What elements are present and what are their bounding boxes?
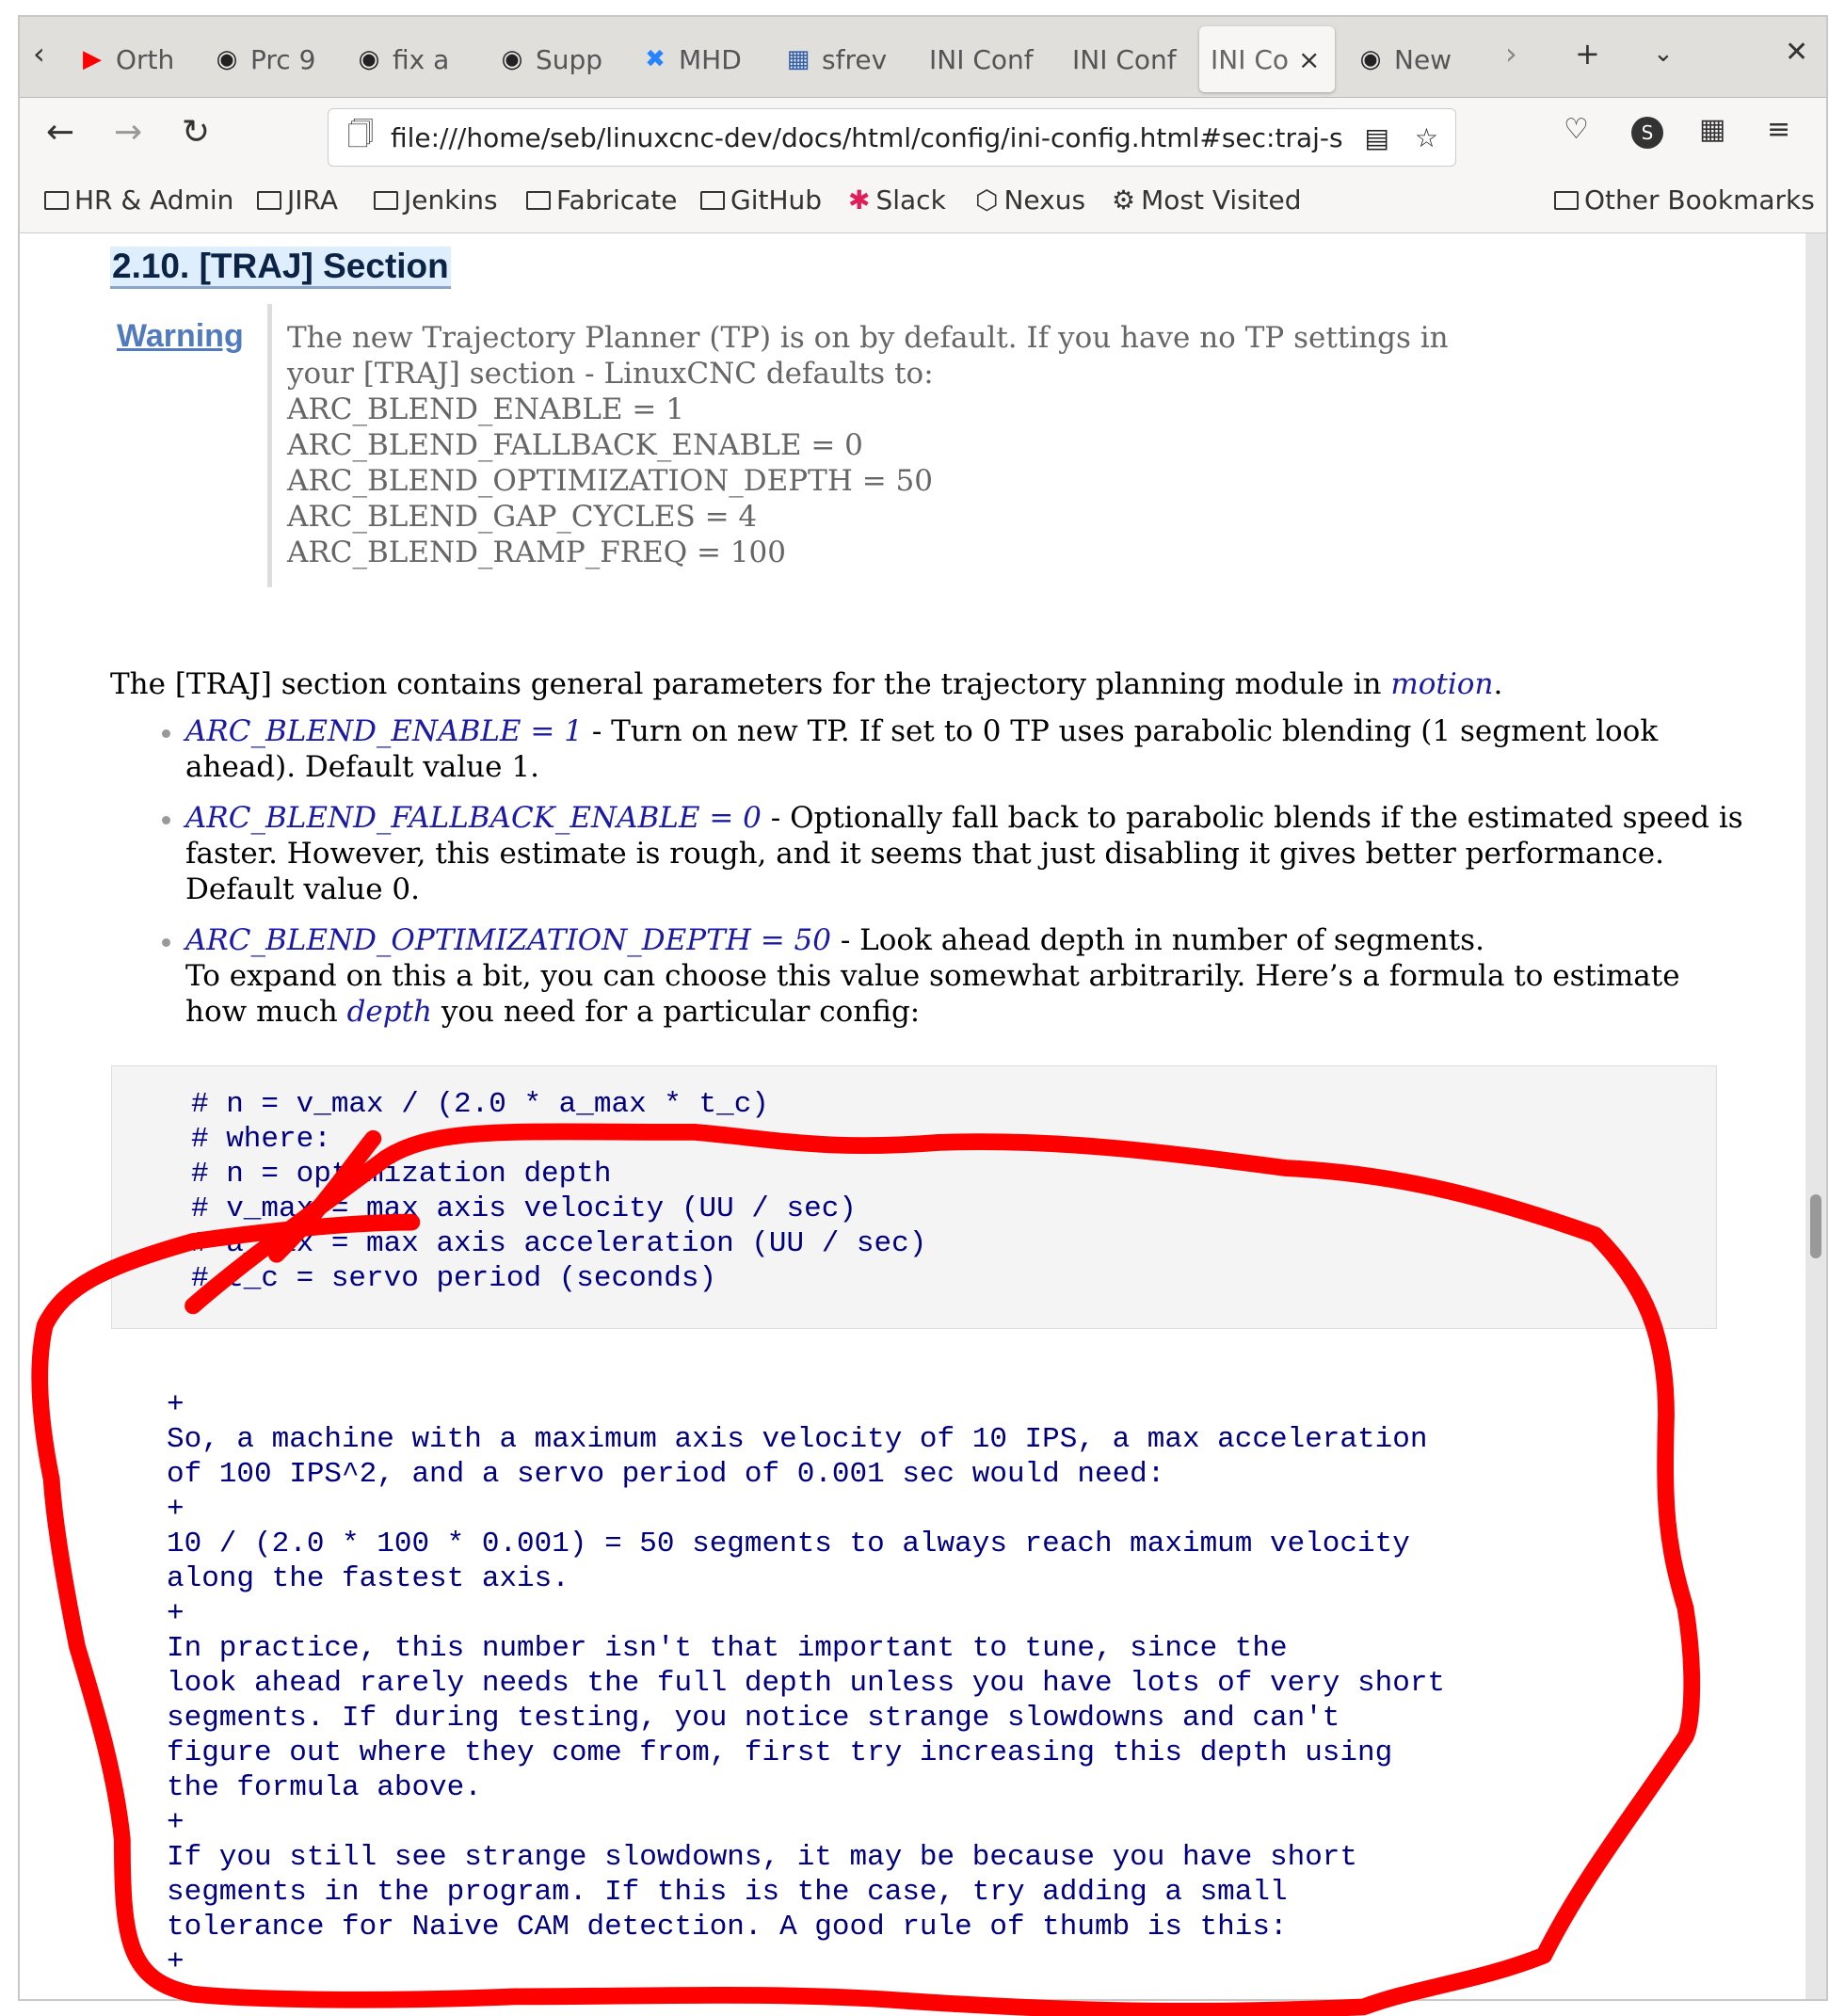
page-content — [20, 233, 1807, 1999]
bookmark-label: HR & Admin — [74, 184, 234, 216]
tab-active[interactable] — [1199, 26, 1335, 92]
code-block: # n = v_max / (2.0 * a_max * t_c) # where: # n = optimization depth # v_max = max axis velocity (UU / sec) # a_max = max axis acceleration (UU / sec) # t_c = servo period (seconds) — [111, 1065, 1717, 1329]
warning-line: ARC_BLEND_FALLBACK_ENABLE = 0 — [287, 428, 863, 462]
preformatted-text: + So, a machine with a maximum axis velocity of 10 IPS, a max acceleration of 100 IPS^2, and a servo period of 0.001 sec would need: + 10 / (2.0 * 100 * 0.001) = 50 segments to always reach maximum velocity along the fastest axis. + In practice, this number isn't that important to tune, since the look ahead rarely needs the full depth unless you have lots of very short segments. If during testing, you notice strange slowdowns and can't figure out where they come from, first try increasing this depth using the formula above. + If you still see strange slowdowns, it may be because you have short segments in the program. If this is the case, try adding a small tolerance for Naive CAM detection. A good rule of thumb is this: + — [167, 1388, 1446, 1978]
scrollbar-thumb[interactable] — [1810, 1194, 1821, 1258]
param-term: ARC_BLEND_OPTIMIZATION_DEPTH = 50 — [185, 923, 831, 957]
warning-divider — [267, 304, 272, 587]
tab[interactable] — [78, 26, 184, 92]
url-bar[interactable] — [328, 108, 1456, 167]
tab-label: Orth — [116, 43, 175, 75]
forward-icon[interactable]: → — [114, 113, 143, 152]
folder-icon — [44, 191, 69, 210]
tab-label: INI Conf — [1072, 43, 1177, 75]
tab-scroll-right-icon[interactable]: › — [1505, 36, 1517, 72]
github-icon: ◉ — [216, 45, 238, 73]
tab-label: Prc 9 — [250, 43, 316, 75]
pocket-icon[interactable]: ♡ — [1564, 113, 1589, 146]
github-icon: ◉ — [1359, 45, 1382, 73]
tab-bar — [20, 17, 1826, 98]
folder-icon — [526, 191, 551, 210]
bookmarks-bar — [20, 169, 1826, 233]
gear-icon: ⚙ — [1112, 184, 1136, 216]
menu-icon[interactable]: ≡ — [1767, 113, 1791, 146]
bookmark-label: GitHub — [730, 184, 823, 216]
warning-line: ARC_BLEND_ENABLE = 1 — [287, 392, 684, 426]
tab[interactable] — [784, 26, 902, 92]
param-term: ARC_BLEND_ENABLE = 1 — [185, 714, 583, 748]
intro-paragraph — [110, 666, 1795, 702]
param-desc: you need for a particular config: — [432, 995, 921, 1029]
tab-label: INI Co — [1211, 43, 1290, 75]
youtube-icon: ▶ — [83, 45, 102, 73]
bookmark-star-icon[interactable]: ☆ — [1414, 121, 1438, 153]
folder-icon — [700, 191, 725, 210]
bookmark-slack[interactable] — [848, 184, 946, 216]
grid-icon: ▦ — [786, 45, 810, 73]
tab[interactable] — [1072, 26, 1190, 92]
tab-scroll-left-icon[interactable]: ‹ — [33, 36, 45, 72]
tab-label: New — [1394, 43, 1452, 75]
bookmark-label: Fabricate — [556, 184, 678, 216]
warning-line: ARC_BLEND_OPTIMIZATION_DEPTH = 50 — [287, 464, 933, 498]
bookmark-most-visited[interactable] — [1112, 184, 1302, 216]
nexus-icon: ⬡ — [975, 184, 999, 216]
bookmark-label: Jenkins — [404, 184, 498, 216]
list-tabs-icon[interactable]: ⌄ — [1653, 40, 1674, 68]
github-icon: ◉ — [358, 45, 380, 73]
warning-line: ARC_BLEND_RAMP_FREQ = 100 — [287, 536, 786, 569]
new-tab-icon[interactable]: + — [1575, 36, 1600, 72]
tab[interactable] — [213, 26, 330, 92]
param-desc: - Optionally fall back to parabolic blends if the estimated speed is faster. However, this estimate is rough, and it seems that just disabling it gives better performance. Default value 0. — [185, 801, 1743, 906]
motion-link[interactable]: motion — [1390, 667, 1494, 701]
bookmark-folder[interactable] — [700, 184, 822, 216]
bookmark-label: Most Visited — [1141, 184, 1302, 216]
tab-label: fix a — [393, 43, 450, 75]
page-icon: 🗍 — [347, 119, 374, 150]
bookmark-nexus[interactable] — [975, 184, 1085, 216]
close-tab-icon[interactable]: × — [1298, 43, 1321, 75]
folder-icon — [1554, 191, 1579, 210]
github-icon: ◉ — [501, 45, 523, 73]
folder-icon — [257, 191, 281, 210]
tab[interactable] — [498, 26, 616, 92]
warning-label: Warning — [117, 318, 244, 354]
bookmark-folder[interactable] — [257, 184, 338, 216]
tab-label: sfrev — [822, 43, 888, 75]
section-heading: 2.10. [TRAJ] Section — [110, 247, 451, 289]
tab-label: INI Conf — [929, 43, 1034, 75]
param-desc: To expand on this a bit, you can choose this value somewhat arbitrarily. Here’s a formula to estimate how much — [185, 959, 1680, 1029]
scrollbar[interactable] — [1805, 233, 1826, 1999]
slack-icon: ✱ — [848, 184, 871, 216]
intro-text: The [TRAJ] section contains general parameters for the trajectory planning module in — [110, 667, 1391, 701]
param-term: ARC_BLEND_FALLBACK_ENABLE = 0 — [185, 801, 762, 835]
confluence-icon: ✖ — [645, 45, 666, 73]
other-bookmarks[interactable] — [1554, 184, 1815, 216]
parameter-list — [185, 713, 1748, 1045]
intro-end: . — [1493, 667, 1503, 701]
bookmark-label: Other Bookmarks — [1584, 184, 1815, 216]
bookmark-folder[interactable] — [526, 184, 678, 216]
reload-icon[interactable]: ↻ — [182, 113, 211, 152]
extensions-icon[interactable]: ▦ — [1699, 113, 1726, 146]
tab[interactable] — [929, 26, 1047, 92]
bookmark-label: Slack — [875, 184, 946, 216]
bookmark-folder[interactable] — [44, 184, 233, 216]
list-item — [185, 713, 1748, 785]
folder-icon — [374, 191, 398, 210]
close-window-icon[interactable]: ✕ — [1785, 36, 1809, 69]
warning-line: your [TRAJ] section - LinuxCNC defaults to: — [287, 357, 934, 391]
list-item — [185, 800, 1748, 907]
param-desc: - Turn on new TP. If set to 0 TP uses parabolic blending (1 segment look ahead). Default value 1. — [185, 714, 1659, 784]
list-item — [185, 922, 1748, 1030]
param-desc: - Look ahead depth in number of segments. — [830, 923, 1484, 957]
tab[interactable] — [641, 26, 759, 92]
url-text: file:///home/seb/linuxcnc-dev/docs/html/config/ini-config.html#sec:traj-s — [390, 121, 1343, 153]
tab[interactable] — [1356, 26, 1474, 92]
account-icon[interactable]: S — [1631, 117, 1663, 149]
bookmark-folder[interactable] — [374, 184, 498, 216]
tab-label: Supp — [536, 43, 603, 75]
back-icon[interactable]: ← — [46, 113, 75, 152]
tab-label: MHD — [679, 43, 742, 75]
depth-emphasis: depth — [346, 995, 433, 1029]
warning-text — [287, 320, 1449, 570]
warning-line: ARC_BLEND_GAP_CYCLES = 4 — [287, 500, 758, 534]
bookmark-label: JIRA — [287, 184, 338, 216]
warning-line: The new Trajectory Planner (TP) is on by default. If you have no TP settings in — [287, 321, 1449, 355]
bookmark-label: Nexus — [1003, 184, 1086, 216]
reader-view-icon[interactable]: ▤ — [1364, 121, 1389, 153]
tab[interactable] — [355, 26, 473, 92]
nav-bar — [20, 98, 1826, 169]
